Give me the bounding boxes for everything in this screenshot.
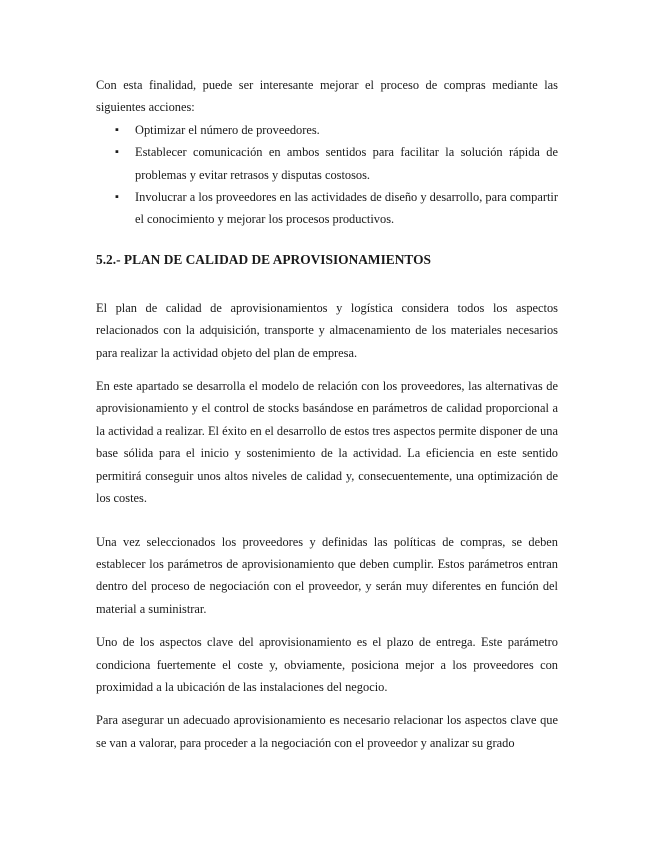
list-item	[96, 119, 558, 141]
bullet-icon: ▪	[115, 146, 119, 159]
bullet-icon: ▪	[115, 191, 119, 204]
body-paragraph: En este apartado se desarrolla el modelo de relación con los proveedores, las alternativas de aprovisionamiento y el control de stocks basándose en parámetros de calidad proporcional a la actividad a realizar. El éxito en el desarrollo de estos tres aspectos permite disponer de una base sólida para el inicio y sostenimiento de la actividad. La eficiencia en este sentido permitirá conseguir unos altos niveles de calidad y, consecuentemente, una optimización de los costes.	[96, 379, 558, 506]
list-item	[96, 186, 558, 231]
list-item-text: Optimizar el número de proveedores.	[135, 122, 320, 137]
body-paragraph: Uno de los aspectos clave del aprovisionamiento es el plazo de entrega. Este parámetro condiciona fuertemente el coste y, obviamente, posiciona mejor a los proveedores con proximidad a la ubicación de las instalaciones del negocio.	[96, 635, 558, 694]
section-heading: 5.2.- PLAN DE CALIDAD DE APROVISIONAMIENTOS	[96, 251, 431, 267]
list-item-text: Establecer comunicación en ambos sentidos para facilitar la solución rápida de problemas y evitar retrasos y disputas costosos.	[135, 145, 558, 182]
list-item	[96, 141, 558, 186]
action-list	[96, 119, 558, 231]
body-paragraph: El plan de calidad de aprovisionamientos y logística considera todos los aspectos relacionados con la adquisición, transporte y almacenamiento de los materiales necesarios para realizar la actividad objeto del plan de empresa.	[96, 300, 558, 360]
body-paragraph: Para asegurar un adecuado aprovisionamiento es necesario relacionar los aspectos clave que se van a valorar, para proceder a la negociación con el proveedor y analizar su grado	[96, 713, 558, 750]
list-item-text: Involucrar a los proveedores en las actividades de diseño y desarrollo, para compartir el conocimiento y mejorar los procesos productivos.	[135, 190, 558, 227]
bullet-icon: ▪	[115, 123, 119, 136]
body-paragraph: Una vez seleccionados los proveedores y definidas las políticas de compras, se deben establecer los parámetros de aprovisionamiento que deben cumplir. Estos parámetros entran dentro del proceso de negociación con el proveedor, y serán muy diferentes en función del material a suministrar.	[96, 534, 558, 616]
intro-paragraph: Con esta finalidad, puede ser interesante mejorar el proceso de compras mediante las siguientes acciones:	[96, 78, 558, 115]
document-page	[96, 74, 558, 754]
